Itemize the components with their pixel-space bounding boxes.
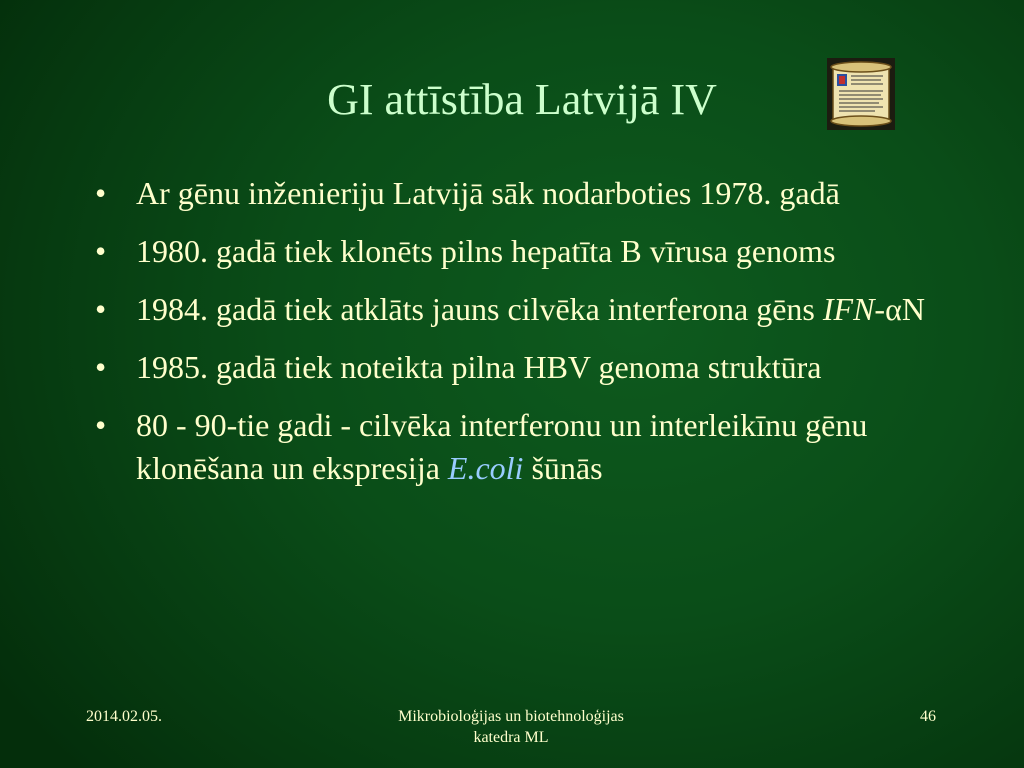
organism-name-italic: E.coli [447,450,524,486]
footer-page-number: 46 [920,708,936,725]
bullet-marker: • [95,291,107,327]
bullet-item [95,288,975,331]
footer-date: 2014.02.05. [86,708,162,725]
bullet-list [95,172,975,505]
bullet-text: 1984. gadā tiek atklāts jauns cilvēka interferona gēns [136,291,823,327]
scroll-document-icon [827,58,895,130]
gene-name-italic: IFN [822,291,875,327]
footer-department-line2: katedra ML [473,729,549,746]
bullet-text: 80 - 90-tie gadi - cilvēka interferonu un interleikīnu gēnu klonēšana un ekspresija [136,407,868,486]
footer-department [330,706,692,748]
bullet-text: 1985. gadā tiek noteikta pilna HBV genoma struktūra [136,349,822,385]
bullet-item [95,404,975,490]
slide-title: GI attīstība Latvijā IV [327,75,717,124]
bullet-text-suffix: -αN [874,291,925,327]
bullet-text: 1980. gadā tiek klonēts pilns hepatīta B vīrusa genoms [136,233,836,269]
bullet-text: Ar gēnu inženieriju Latvijā sāk nodarboties 1978. gadā [136,175,840,211]
bullet-item [95,230,975,273]
footer-department-line1: Mikrobioloģijas un biotehnoloģijas [398,708,624,725]
bullet-item [95,172,975,215]
bullet-marker: • [95,407,107,443]
bullet-marker: • [95,349,107,385]
bullet-marker: • [95,233,107,269]
bullet-text-suffix: šūnās [523,450,603,486]
bullet-marker: • [95,175,107,211]
bullet-item [95,346,975,389]
